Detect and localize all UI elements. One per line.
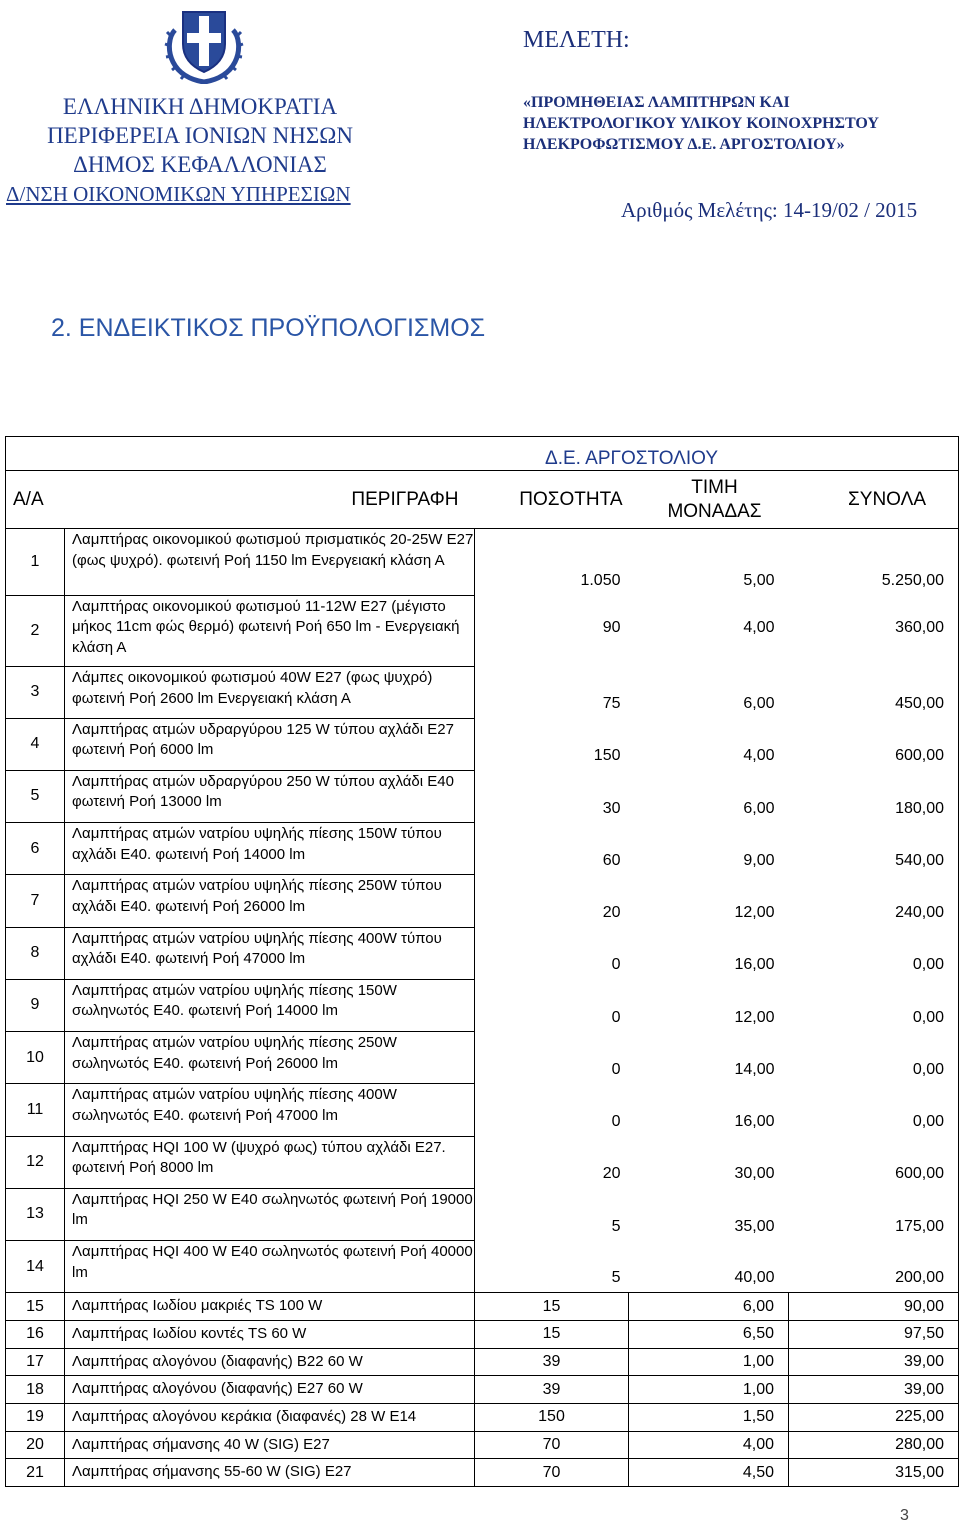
row-unit-price: 1,50: [629, 1403, 789, 1431]
row-total: 175,00: [789, 1188, 959, 1240]
row-unit-price: 30,00: [734, 1165, 775, 1183]
table-row: [6, 1403, 959, 1431]
study-title-line: «ΠΡΟΜΗΘΕΙΑΣ ΛΑΜΠΤΗΡΩΝ ΚΑΙ: [523, 94, 790, 111]
row-unit-price: 4,00: [629, 1431, 789, 1459]
row-description: Λαμπτήρας ατμών νατρίου υψηλής πίεσης 150W σωληνωτός Ε40. φωτεινή Ροή 14000 lm: [65, 979, 475, 1031]
row-quantity: 70: [475, 1431, 629, 1459]
table-row: [6, 1241, 959, 1293]
study-title-line: ΗΛΕΚΤΡΟΛΟΓΙΚΟΥ ΥΛΙΚΟΥ ΚΟΙΝΟΧΡΗΣΤΟΥ: [523, 115, 879, 132]
row-aa: 5: [6, 770, 65, 822]
row-description: Λαμπτήρας ατμών υδραργύρου 125 W τύπου αχλάδι E27 φωτεινή Ροή 6000 lm: [65, 718, 475, 770]
row-unit-price: 9,00: [743, 851, 775, 869]
row-quantity: 1.050: [580, 572, 621, 590]
table-row: [6, 1320, 959, 1348]
row-quantity: 70: [475, 1459, 629, 1487]
row-description: Λαμπτήρας Ιωδίου μακριές TS 100 W: [65, 1293, 475, 1321]
study-number: Αριθμός Μελέτης: 14-19/02 / 2015: [621, 198, 918, 222]
row-quantity: 150: [475, 1403, 629, 1431]
row-aa: 9: [6, 979, 65, 1031]
row-unit-price: 6,00: [629, 1293, 789, 1321]
table-row: [6, 770, 959, 822]
column-header-description: ΠΕΡΙΓΡΑΦΗ: [65, 471, 475, 529]
row-aa: 12: [6, 1136, 65, 1188]
table-row: [6, 667, 959, 718]
greek-coat-of-arms-icon: [163, 6, 245, 84]
row-description: Λαμπτήρας αλογόνου (διαφανής) B22 60 W: [65, 1348, 475, 1376]
row-quantity: 20: [602, 1165, 621, 1183]
table-row: [6, 718, 959, 770]
row-description: Λαμπτήρας αλογόνου κεράκια (διαφανές) 28 W E14: [65, 1403, 475, 1431]
row-total: 0,00: [789, 1032, 959, 1084]
row-description: Λαμπτήρας ατμών νατρίου υψηλής πίεσης 250W τύπου αχλάδι Ε40. φωτεινή Ροή 26000 lm: [65, 875, 475, 927]
row-unit-price: 4,50: [629, 1459, 789, 1487]
row-description: Λαμπτήρας ατμών νατρίου υψηλής πίεσης 250W σωληνωτός Ε40. φωτεινή Ροή 26000 lm: [65, 1032, 475, 1084]
row-description: Λαμπτήρας ατμών νατρίου υψηλής πίεσης 150W τύπου αχλάδι Ε40. φωτεινή Ροή 14000 lm: [65, 823, 475, 875]
row-description: Λαμπτήρας σήμανσης 40 W (SIG) Ε27: [65, 1431, 475, 1459]
table-row: [6, 1293, 959, 1321]
column-header-total: ΣΥΝΟΛΑ: [789, 471, 959, 529]
row-aa: 19: [6, 1403, 65, 1431]
row-unit-price: 6,00: [743, 799, 775, 817]
row-description: Λαμπτήρας οικονομικού φωτισμού πρισματικός 20-25W E27 (φως ψυχρό). φωτεινή Ροή 1150 lm Ενεργειακή κλάση Α: [65, 529, 475, 596]
section-title: 2. ΕΝΔΕΙΚΤΙΚΟΣ ΠΡΟΫΠΟΛΟΓΙΣΜΟΣ: [51, 314, 486, 342]
row-description: Λαμπτήρας ατμών νατρίου υψηλής πίεσης 400W τύπου αχλάδι Ε40. φωτεινή Ροή 47000 lm: [65, 927, 475, 979]
row-total: 600,00: [789, 718, 959, 770]
row-aa: 2: [6, 595, 65, 667]
row-aa: 4: [6, 718, 65, 770]
row-quantity: 20: [602, 904, 621, 922]
row-unit-price: 6,00: [743, 695, 775, 713]
column-header-unit-price: [629, 471, 789, 529]
row-aa: 20: [6, 1431, 65, 1459]
row-aa: 14: [6, 1241, 65, 1293]
row-quantity: 90: [602, 619, 621, 637]
country-name: ΕΛΛΗΝΙΚΗ ΔΗΜΟΚΡΑΤΙΑ: [62, 94, 338, 119]
row-aa: 21: [6, 1459, 65, 1487]
region-name: ΠΕΡΙΦΕΡΕΙΑ ΙΟΝΙΩΝ ΝΗΣΩΝ: [47, 123, 353, 148]
row-aa: 10: [6, 1032, 65, 1084]
table-row: [6, 595, 959, 667]
row-total: 5.250,00: [789, 529, 959, 596]
row-description: Λαμπτήρας Ιωδίου κοντές TS 60 W: [65, 1320, 475, 1348]
row-unit-price: 14,00: [734, 1060, 775, 1078]
row-description: Λαμπτήρας HQI 100 W (ψυχρό φως) τύπου αχλάδι E27. φωτεινή Ροή 8000 lm: [65, 1136, 475, 1188]
row-total: 0,00: [789, 927, 959, 979]
row-unit-price: 1,00: [629, 1376, 789, 1404]
table-row: [6, 1188, 959, 1240]
table-row: [6, 1348, 959, 1376]
unit-price-header-text: ΤΙΜΗ ΜΟΝΑΔΑΣ: [667, 476, 762, 522]
row-aa: 1: [6, 529, 65, 596]
row-total: 0,00: [789, 979, 959, 1031]
row-total: 200,00: [789, 1241, 959, 1293]
row-unit-price: 16,00: [734, 1113, 775, 1131]
row-quantity: 60: [602, 851, 621, 869]
row-quantity: 39: [475, 1376, 629, 1404]
row-total: 450,00: [789, 667, 959, 718]
row-description: Λαμπτήρας HQI 250 W E40 σωληνωτός φωτεινή Ροή 19000 lm: [65, 1188, 475, 1240]
row-aa: 3: [6, 667, 65, 718]
row-unit-price: 40,00: [734, 1269, 775, 1287]
row-unit-price: 5,00: [743, 572, 775, 590]
row-aa: 11: [6, 1084, 65, 1136]
table-row: [6, 1431, 959, 1459]
row-total: 0,00: [789, 1084, 959, 1136]
row-total: 540,00: [789, 823, 959, 875]
row-quantity: 39: [475, 1348, 629, 1376]
row-quantity: 5: [611, 1217, 621, 1235]
page-number: 3: [900, 1507, 909, 1524]
row-total: 315,00: [789, 1459, 959, 1487]
row-description: Λάμπες οικονομικού φωτισμού 40W E27 (φως ψυχρό) φωτεινή Ροή 2600 lm Ενεργειακή κλάση Α: [65, 667, 475, 718]
row-total: 39,00: [789, 1348, 959, 1376]
row-unit-price: 12,00: [734, 904, 775, 922]
row-total: 360,00: [789, 595, 959, 667]
row-quantity: 15: [475, 1320, 629, 1348]
column-header-aa: Α/Α: [6, 471, 65, 529]
column-header-quantity: ΠΟΣΟΤΗΤΑ: [475, 471, 629, 529]
row-aa: 13: [6, 1188, 65, 1240]
row-unit-price: 4,00: [743, 619, 775, 637]
row-aa: 17: [6, 1348, 65, 1376]
study-label: ΜΕΛΕΤΗ:: [523, 27, 630, 53]
row-total: 240,00: [789, 875, 959, 927]
row-aa: 6: [6, 823, 65, 875]
row-description: Λαμπτήρας ατμών νατρίου υψηλής πίεσης 400W σωληνωτός Ε40. φωτεινή Ροή 47000 lm: [65, 1084, 475, 1136]
row-unit-price: 4,00: [743, 747, 775, 765]
row-total: 280,00: [789, 1431, 959, 1459]
table-row: [6, 823, 959, 875]
row-unit-price: 16,00: [734, 956, 775, 974]
row-quantity: 75: [602, 695, 621, 713]
row-total: 180,00: [789, 770, 959, 822]
row-description: Λαμπτήρας σήμανσης 55-60 W (SIG) Ε27: [65, 1459, 475, 1487]
row-description: Λαμπτήρας αλογόνου (διαφανής) Ε27 60 W: [65, 1376, 475, 1404]
row-unit-price: 12,00: [734, 1008, 775, 1026]
row-quantity: 0: [611, 956, 621, 974]
study-title: [523, 92, 879, 155]
table-row: [6, 1459, 959, 1487]
issuing-authority: [0, 92, 400, 209]
row-description: Λαμπτήρας ατμών υδραργύρου 250 W τύπου αχλάδι Ε40 φωτεινή Ροή 13000 lm: [65, 770, 475, 822]
table-row: [6, 529, 959, 596]
directorate-name: Δ/ΝΣΗ ΟΙΚΟΝΟΜΙΚΩΝ ΥΠΗΡΕΣΙΩΝ: [6, 182, 351, 206]
row-aa: 8: [6, 927, 65, 979]
row-total: 600,00: [789, 1136, 959, 1188]
table-row: [6, 979, 959, 1031]
row-aa: 16: [6, 1320, 65, 1348]
row-aa: 18: [6, 1376, 65, 1404]
row-quantity: 5: [611, 1269, 621, 1287]
municipality-name: ΔΗΜΟΣ ΚΕΦΑΛΛΟΝΙΑΣ: [73, 152, 327, 177]
row-total: 97,50: [789, 1320, 959, 1348]
row-aa: 15: [6, 1293, 65, 1321]
row-unit-price: 1,00: [629, 1348, 789, 1376]
row-unit-price: 35,00: [734, 1217, 775, 1235]
row-quantity: 0: [611, 1008, 621, 1026]
row-quantity: 0: [611, 1060, 621, 1078]
row-description: Λαμπτήρας οικονομικού φωτισμού 11-12W E27 (μέγιστο μήκος 11cm φώς θερμό) φωτεινή Ροή 650 lm - Ενεργειακή κλάση Α: [65, 595, 475, 667]
study-title-line: ΗΛΕΚΡΟΦΩΤΙΣΜΟΥ Δ.Ε. ΑΡΓΟΣΤΟΛΙΟΥ»: [523, 136, 845, 153]
table-row: [6, 1136, 959, 1188]
row-quantity: 15: [475, 1293, 629, 1321]
table-row: [6, 927, 959, 979]
table-row: [6, 1032, 959, 1084]
row-total: 225,00: [789, 1403, 959, 1431]
row-quantity: 0: [611, 1113, 621, 1131]
table-row: [6, 1376, 959, 1404]
row-total: 39,00: [789, 1376, 959, 1404]
entity-name: Δ.Ε. ΑΡΓΟΣΤΟΛΙΟΥ: [475, 437, 789, 471]
row-description: Λαμπτήρας HQI 400 W E40 σωληνωτός φωτεινή Ροή 40000 lm: [65, 1241, 475, 1293]
row-quantity: 30: [602, 799, 621, 817]
row-total: 90,00: [789, 1293, 959, 1321]
table-row: [6, 1084, 959, 1136]
table-row: [6, 875, 959, 927]
row-quantity: 150: [593, 747, 621, 765]
row-aa: 7: [6, 875, 65, 927]
row-unit-price: 6,50: [629, 1320, 789, 1348]
budget-table: [5, 436, 959, 1487]
